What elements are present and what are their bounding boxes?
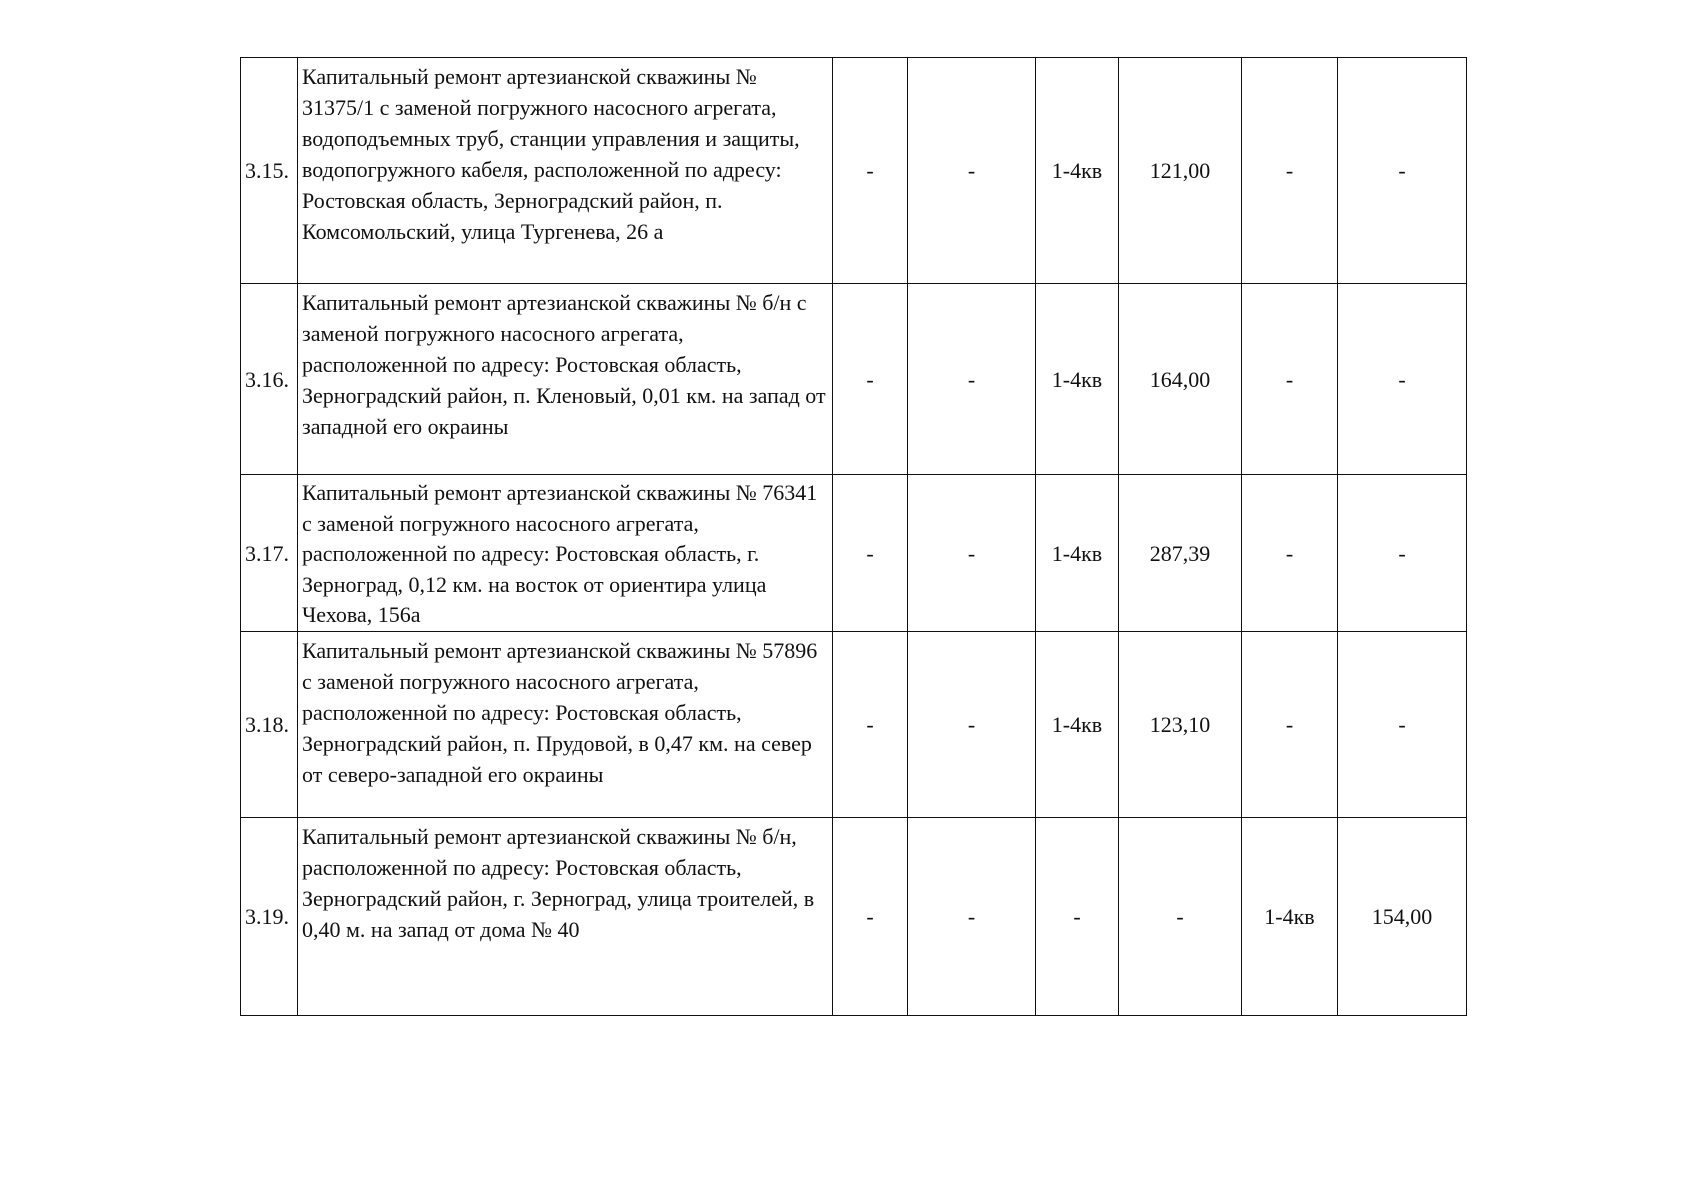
row-number: 3.15.: [241, 58, 298, 284]
cell-value: -: [833, 475, 908, 632]
cell-value: -: [1242, 58, 1338, 284]
works-table: [240, 57, 1467, 1016]
cell-value: -: [1036, 818, 1119, 1016]
row-description: Капитальный ремонт артезианской скважины № 57896 с заменой погружного насосного агрегата, расположенной по адресу: Ростовская область, Зерноградский район, п. Прудовой, в 0,47 км. на север от северо-западной его окраины: [298, 632, 833, 818]
row-description: Капитальный ремонт артезианской скважины № б/н, расположенной по адресу: Ростовская область, Зерноградский район, г. Зерноград, улица троителей, в 0,40 м. на запад от дома № 40: [298, 818, 833, 1016]
cell-value: 1-4кв: [1036, 632, 1119, 818]
table-row: [241, 284, 1467, 475]
cell-value: -: [1242, 284, 1338, 475]
row-number: 3.18.: [241, 632, 298, 818]
cell-value: 1-4кв: [1036, 475, 1119, 632]
cell-value: 164,00: [1119, 284, 1242, 475]
cell-value: -: [908, 475, 1036, 632]
cell-value: -: [908, 818, 1036, 1016]
cell-value: -: [908, 284, 1036, 475]
table-row: [241, 818, 1467, 1016]
row-number: 3.19.: [241, 818, 298, 1016]
cell-value: -: [833, 284, 908, 475]
row-description: Капитальный ремонт артезианской скважины № б/н с заменой погружного насосного агрегата, расположенной по адресу: Ростовская область, Зерноградский район, п. Кленовый, 0,01 км. на запад от западной его окраины: [298, 284, 833, 475]
cell-value: -: [1242, 475, 1338, 632]
cell-value: -: [1338, 632, 1467, 818]
cell-value: -: [1119, 818, 1242, 1016]
row-description: Капитальный ремонт артезианской скважины № 31375/1 с заменой погружного насосного агрегата, водоподъемных труб, станции управления и защиты, водопогружного кабеля, расположенной по адресу: Ростовская область, Зерноградский район, п. Комсомольский, улица Тургенева, 26 а: [298, 58, 833, 284]
cell-value: -: [908, 632, 1036, 818]
cell-value: 1-4кв: [1036, 284, 1119, 475]
cell-value: -: [1242, 632, 1338, 818]
cell-value: 121,00: [1119, 58, 1242, 284]
cell-value: -: [833, 818, 908, 1016]
cell-value: 1-4кв: [1036, 58, 1119, 284]
row-number: 3.16.: [241, 284, 298, 475]
cell-value: 1-4кв: [1242, 818, 1338, 1016]
table-row: [241, 475, 1467, 632]
row-description: Капитальный ремонт артезианской скважины № 76341 с заменой погружного насосного агрегата, расположенной по адресу: Ростовская область, г. Зерноград, 0,12 км. на восток от ориентира улица Чехова, 156а: [298, 475, 833, 632]
cell-value: -: [908, 58, 1036, 284]
cell-value: 123,10: [1119, 632, 1242, 818]
cell-value: -: [833, 632, 908, 818]
cell-value: -: [1338, 475, 1467, 632]
cell-value: -: [1338, 284, 1467, 475]
table-row: [241, 58, 1467, 284]
cell-value: -: [1338, 58, 1467, 284]
row-number: 3.17.: [241, 475, 298, 632]
cell-value: 287,39: [1119, 475, 1242, 632]
table-row: [241, 632, 1467, 818]
cell-value: 154,00: [1338, 818, 1467, 1016]
cell-value: -: [833, 58, 908, 284]
